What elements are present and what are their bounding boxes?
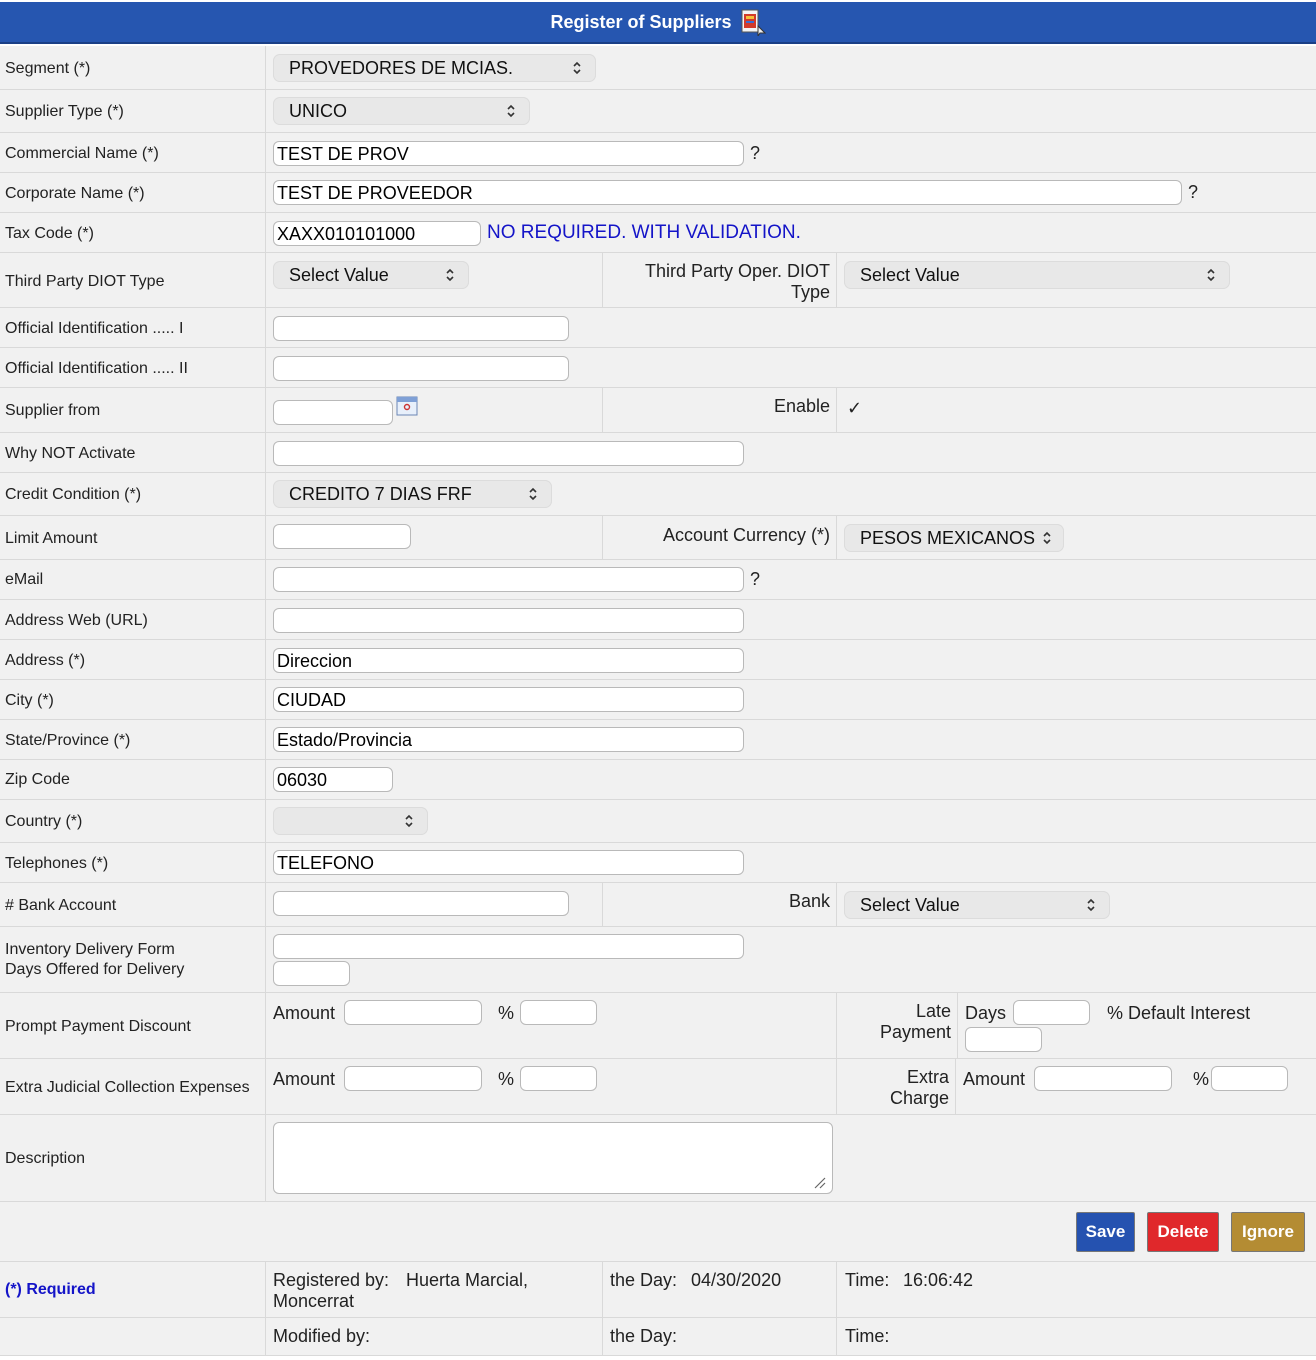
third-party-diot-select[interactable]: Select Value — [273, 261, 469, 289]
row-credit-condition — [0, 473, 1316, 516]
city-input[interactable]: CIUDAD — [273, 687, 744, 712]
state-input[interactable]: Estado/Provincia — [273, 727, 744, 752]
row-address — [0, 640, 1316, 680]
address-web-input[interactable] — [273, 608, 744, 633]
title-bar — [0, 2, 1316, 44]
address-label: Address (*) — [5, 652, 86, 669]
row-description — [0, 1115, 1316, 1202]
email-label: eMail — [5, 571, 44, 588]
why-not-activate-label: Why NOT Activate — [5, 445, 136, 462]
corporate-name-help[interactable]: ? — [1188, 182, 1199, 202]
email-input[interactable] — [273, 567, 744, 592]
telephones-input[interactable]: TELEFONO — [273, 850, 744, 875]
chevron-updown-icon — [506, 103, 516, 119]
state-label: State/Province (*) — [5, 732, 131, 749]
row-inventory-delivery — [0, 927, 1316, 993]
chevron-updown-icon — [1206, 267, 1216, 283]
row-supplier-from — [0, 388, 1316, 433]
inventory-delivery-input[interactable] — [273, 934, 744, 959]
row-why-not-activate — [0, 433, 1316, 473]
row-segment — [0, 46, 1316, 90]
late-days-label: Days — [965, 1003, 1007, 1023]
extra-judicial-label: Extra Judicial Collection Expenses — [5, 1079, 250, 1096]
bank-account-label: # Bank Account — [5, 897, 117, 914]
delete-button[interactable]: Delete — [1147, 1212, 1219, 1252]
registered-day-label: the Day: — [610, 1270, 678, 1290]
official-id-2-input[interactable] — [273, 356, 569, 381]
limit-amount-input[interactable] — [273, 524, 411, 549]
modified-by-label: Modified by: — [273, 1326, 371, 1346]
extra-charge-pct-label: % — [1193, 1069, 1210, 1089]
chevron-updown-icon — [404, 813, 414, 829]
prompt-pct-input[interactable] — [520, 1000, 597, 1025]
corporate-name-input[interactable]: TEST DE PROVEEDOR — [273, 180, 1182, 205]
tax-code-label: Tax Code (*) — [5, 225, 94, 242]
prompt-amount-input[interactable] — [344, 1000, 482, 1025]
supplier-type-select[interactable]: UNICO — [273, 97, 530, 125]
zip-input[interactable]: 06030 — [273, 767, 393, 792]
save-button[interactable]: Save — [1076, 1212, 1135, 1252]
extra-charge-amount-input[interactable] — [1034, 1066, 1172, 1091]
registered-day-value: 04/30/2020 — [691, 1270, 782, 1290]
official-id-2-label: Official Identification ..... II — [5, 360, 188, 377]
row-email — [0, 560, 1316, 600]
default-interest-input[interactable] — [965, 1027, 1042, 1052]
commercial-name-label: Commercial Name (*) — [5, 145, 159, 162]
third-party-oper-label-1: Third Party Oper. DIOT — [644, 261, 830, 281]
days-offered-label: Days Offered for Delivery — [5, 961, 185, 978]
row-limit-amount — [0, 516, 1316, 560]
tax-code-note: NO REQUIRED. WITH VALIDATION. — [487, 222, 801, 243]
late-days-input[interactable] — [1013, 1000, 1090, 1025]
row-extra-judicial — [0, 1059, 1316, 1115]
extra-charge-label-1: Extra — [906, 1067, 949, 1087]
row-official-id-1 — [0, 308, 1316, 348]
row-country — [0, 800, 1316, 843]
third-party-oper-select[interactable]: Select Value — [844, 261, 1230, 289]
supplier-type-label: Supplier Type (*) — [5, 103, 124, 120]
extra-charge-amount-label: Amount — [963, 1069, 1026, 1089]
row-state — [0, 720, 1316, 760]
account-currency-label: Account Currency (*) — [662, 525, 830, 545]
row-prompt-payment — [0, 993, 1316, 1059]
row-bank-account — [0, 883, 1316, 927]
enable-checkbox[interactable]: ✓ — [847, 398, 863, 418]
extra-judicial-pct-input[interactable] — [520, 1066, 597, 1091]
registered-time-label: Time: — [845, 1270, 890, 1290]
chevron-updown-icon — [445, 267, 455, 283]
default-interest-label: % Default Interest — [1107, 1003, 1251, 1023]
row-telephones — [0, 843, 1316, 883]
supplier-from-input[interactable] — [273, 400, 393, 425]
row-corporate-name — [0, 173, 1316, 213]
segment-select[interactable]: PROVEDORES DE MCIAS. — [273, 54, 596, 82]
chevron-updown-icon — [1042, 530, 1052, 546]
registered-by-label: Registered by: — [273, 1270, 390, 1290]
chevron-updown-icon — [528, 486, 538, 502]
commercial-name-help[interactable]: ? — [750, 143, 761, 163]
row-supplier-type — [0, 90, 1316, 133]
row-modified — [0, 1318, 1316, 1356]
telephones-label: Telephones (*) — [5, 855, 109, 872]
official-id-1-label: Official Identification ..... I — [5, 320, 184, 337]
modified-day-label: the Day: — [610, 1326, 678, 1346]
row-city — [0, 680, 1316, 720]
late-payment-label-2: Payment — [879, 1022, 951, 1042]
email-help[interactable]: ? — [750, 569, 761, 589]
extra-judicial-amount-label: Amount — [273, 1069, 336, 1089]
credit-condition-select[interactable]: CREDITO 7 DIAS FRF — [273, 480, 552, 508]
tax-code-input[interactable]: XAXX010101000 — [273, 221, 481, 246]
required-note: (*) Required — [5, 1281, 96, 1298]
bank-select[interactable]: Select Value — [844, 891, 1110, 919]
third-party-oper-label-2: Type — [790, 282, 830, 302]
row-zip — [0, 760, 1316, 800]
extra-charge-pct-input[interactable] — [1211, 1066, 1288, 1091]
row-buttons — [0, 1202, 1316, 1262]
bank-account-input[interactable] — [273, 891, 569, 916]
document-icon[interactable] — [740, 8, 766, 36]
extra-charge-label-2: Charge — [889, 1088, 949, 1108]
row-third-party-diot — [0, 253, 1316, 308]
modified-time-label: Time: — [845, 1326, 890, 1346]
supplier-from-label: Supplier from — [5, 402, 101, 419]
calendar-icon[interactable] — [396, 396, 418, 416]
enable-label: Enable — [773, 396, 830, 416]
registered-by-value-2: Moncerrat — [273, 1291, 355, 1311]
row-commercial-name — [0, 133, 1316, 173]
description-label: Description — [5, 1150, 86, 1167]
address-web-label: Address Web (URL) — [5, 612, 148, 629]
registered-by-value-1: Huerta Marcial, — [406, 1270, 529, 1290]
city-label: City (*) — [5, 692, 54, 709]
description-textarea[interactable] — [273, 1122, 833, 1194]
chevron-updown-icon — [1086, 897, 1096, 913]
address-input[interactable]: Direccion — [273, 648, 744, 673]
extra-judicial-pct-label: % — [498, 1069, 515, 1089]
page-title: Register of Suppliers — [550, 11, 732, 32]
segment-label: Segment (*) — [5, 60, 91, 77]
corporate-name-label: Corporate Name (*) — [5, 185, 145, 202]
chevron-updown-icon — [572, 60, 582, 76]
account-currency-select[interactable]: PESOS MEXICANOS — [844, 524, 1064, 552]
bank-label: Bank — [788, 891, 830, 911]
official-id-1-input[interactable] — [273, 316, 569, 341]
zip-label: Zip Code — [5, 771, 70, 788]
limit-amount-label: Limit Amount — [5, 530, 98, 547]
prompt-amount-label: Amount — [273, 1003, 336, 1023]
registered-time-value: 16:06:42 — [903, 1270, 974, 1290]
country-label: Country (*) — [5, 813, 83, 830]
prompt-pct-label: % — [498, 1003, 515, 1023]
inventory-delivery-label: Inventory Delivery Form — [5, 941, 175, 958]
prompt-payment-label: Prompt Payment Discount — [5, 1018, 191, 1035]
row-registered — [0, 1262, 1316, 1318]
days-offered-input[interactable] — [273, 961, 350, 986]
third-party-diot-label: Third Party DIOT Type — [5, 273, 165, 290]
resize-handle-icon[interactable] — [812, 1175, 826, 1189]
ignore-button[interactable]: Ignore — [1231, 1212, 1305, 1252]
commercial-name-input[interactable]: TEST DE PROV — [273, 141, 744, 166]
extra-judicial-amount-input[interactable] — [344, 1066, 482, 1091]
row-tax-code — [0, 213, 1316, 253]
late-payment-label-1: Late — [915, 1001, 951, 1021]
row-address-web — [0, 600, 1316, 640]
row-official-id-2 — [0, 348, 1316, 388]
why-not-activate-input[interactable] — [273, 441, 744, 466]
country-select[interactable] — [273, 807, 428, 835]
credit-condition-label: Credit Condition (*) — [5, 486, 142, 503]
